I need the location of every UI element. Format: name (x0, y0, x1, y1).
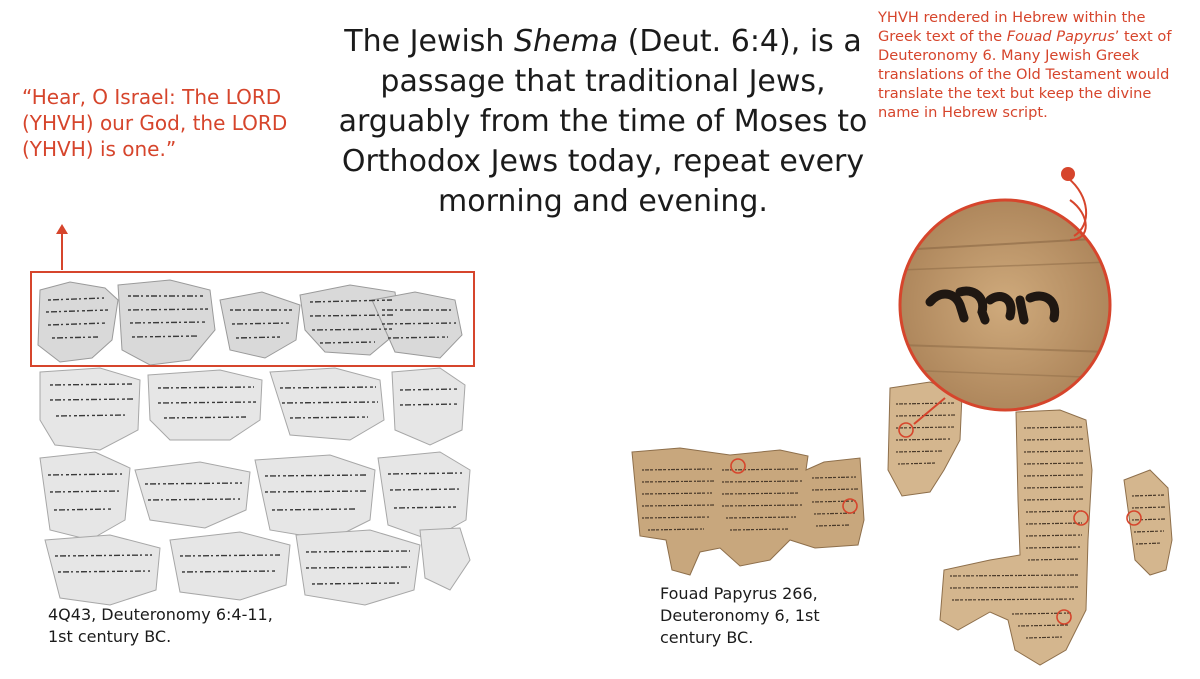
headline-line1-pre: The Jewish (344, 24, 514, 59)
headline-line1-post: (Deut. 6:4), (618, 24, 801, 59)
dss-fragments-image (38, 280, 462, 365)
caption-fouad: Fouad Papyrus 266, Deuteronomy 6, 1st century BC. (660, 584, 820, 647)
headline-rest: is a passage that traditional Jews, arguably from the time of Moses to Orthodox Jews today, repeat every morning and evening. (338, 24, 868, 219)
shema-quote: “Hear, O Israel: The LORD (YHVH) our God, the LORD (YHVH) is one.” (22, 85, 288, 161)
arrow-up-icon (56, 224, 68, 270)
yhvh-note-part2: ’ text of Deuteronomy 6. Many Jewish Greek translations of the Old Testament would translate the text but keep the divine name in Hebrew script. (878, 28, 1172, 121)
yhvh-note-part1: YHVH rendered in Hebrew within the Greek text of the (878, 9, 1146, 45)
dss-fragments-lower-image (40, 368, 470, 605)
caption-4q43: 4Q43, Deuteronomy 6:4-11, 1st century BC. (48, 605, 273, 646)
headline-shema: Shema (513, 24, 619, 59)
yhvh-note-fouad: Fouad Papyrus (1006, 28, 1115, 45)
fouad-papyrus-left-image (632, 448, 864, 575)
fouad-papyrus-right-image (888, 382, 1172, 665)
